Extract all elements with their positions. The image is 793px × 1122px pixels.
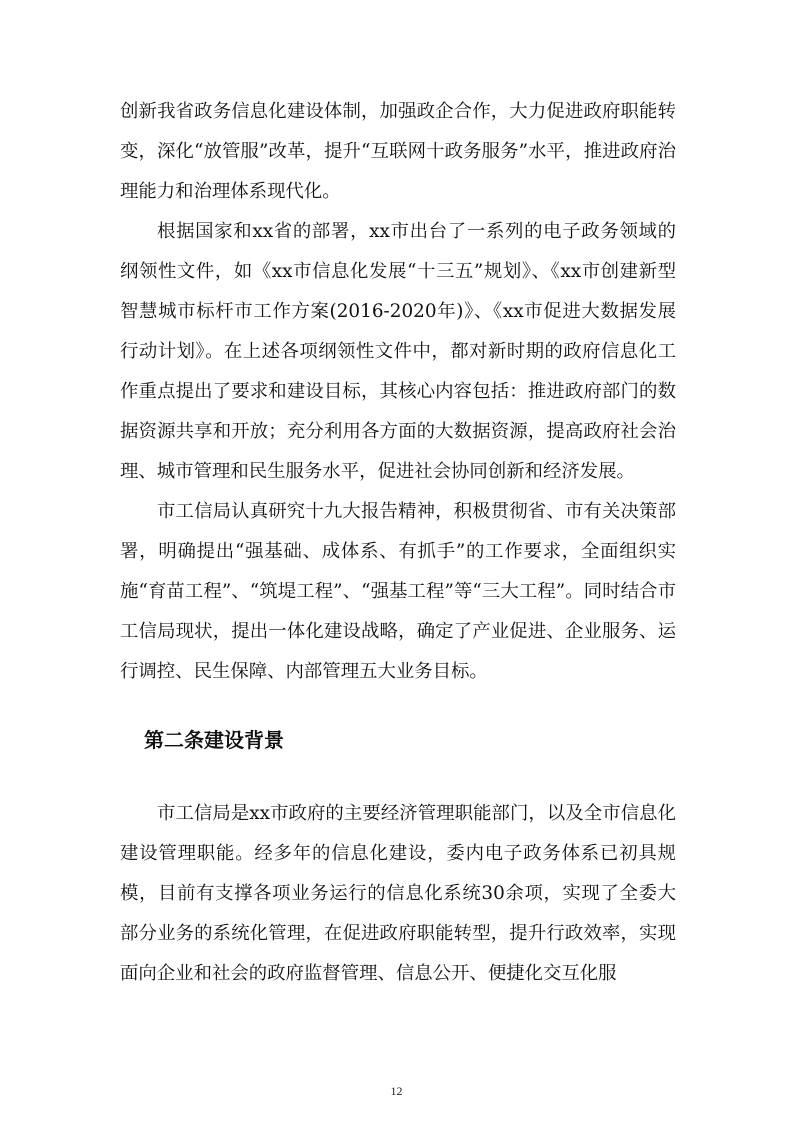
page-number: 12 bbox=[390, 1084, 403, 1098]
paragraph-policy-documents: 根据国家和xx省的部署，xx市出台了一系列的电子政务领域的纲领性文件，如《xx市信息化发展“十三五”规划》、《xx市创建新型智慧城市标杆市工作方案(2016-2020年)》、《xx市促进大数据发展行动计划》。在上述各项纲领性文件中，都对新时期的政府信息化工作重点提出了要求和建设目标，其核心内容包括：推进政府部门的数据资源共享和开放；充分利用各方面的大数据资源，提高政府社会治理、城市管理和民生服务水平，促进社会协同创新和经济发展。 bbox=[120, 221, 676, 482]
paragraph-construction-background: 市工信局是xx市政府的主要经济管理职能部门，以及全市信息化建设管理职能。经多年的信息化建设，委内电子政务体系已初具规模，目前有支撑各项业务运行的信息化系统30余项，实现了全委大部分业务的系统化管理，在促进政府职能转型，提升行政效率，实现面向企业和社会的政府监督管理、信息公开、便捷化交互化服 bbox=[120, 803, 676, 984]
paragraph-bureau-strategy: 市工信局认真研究十九大报告精神，积极贯彻省、市有关决策部署，明确提出“强基础、成体系、有抓手”的工作要求，全面组织实施“育苗工程”、“筑堤工程”、“强基工程”等“三大工程”。同时结合市工信局现状，提出一体化建设战略，确定了产业促进、企业服务、运行调控、民生保障、内部管理五大业务目标。 bbox=[120, 501, 676, 682]
page-body bbox=[120, 92, 676, 994]
section-heading: 第二条建设背景 bbox=[144, 728, 284, 752]
paragraph-continuation: 创新我省政务信息化建设体制，加强政企合作，大力促进政府职能转变，深化“放管服”改革，提升“互联网十政务服务”水平，推进政府治理能力和治理体系现代化。 bbox=[120, 101, 676, 202]
